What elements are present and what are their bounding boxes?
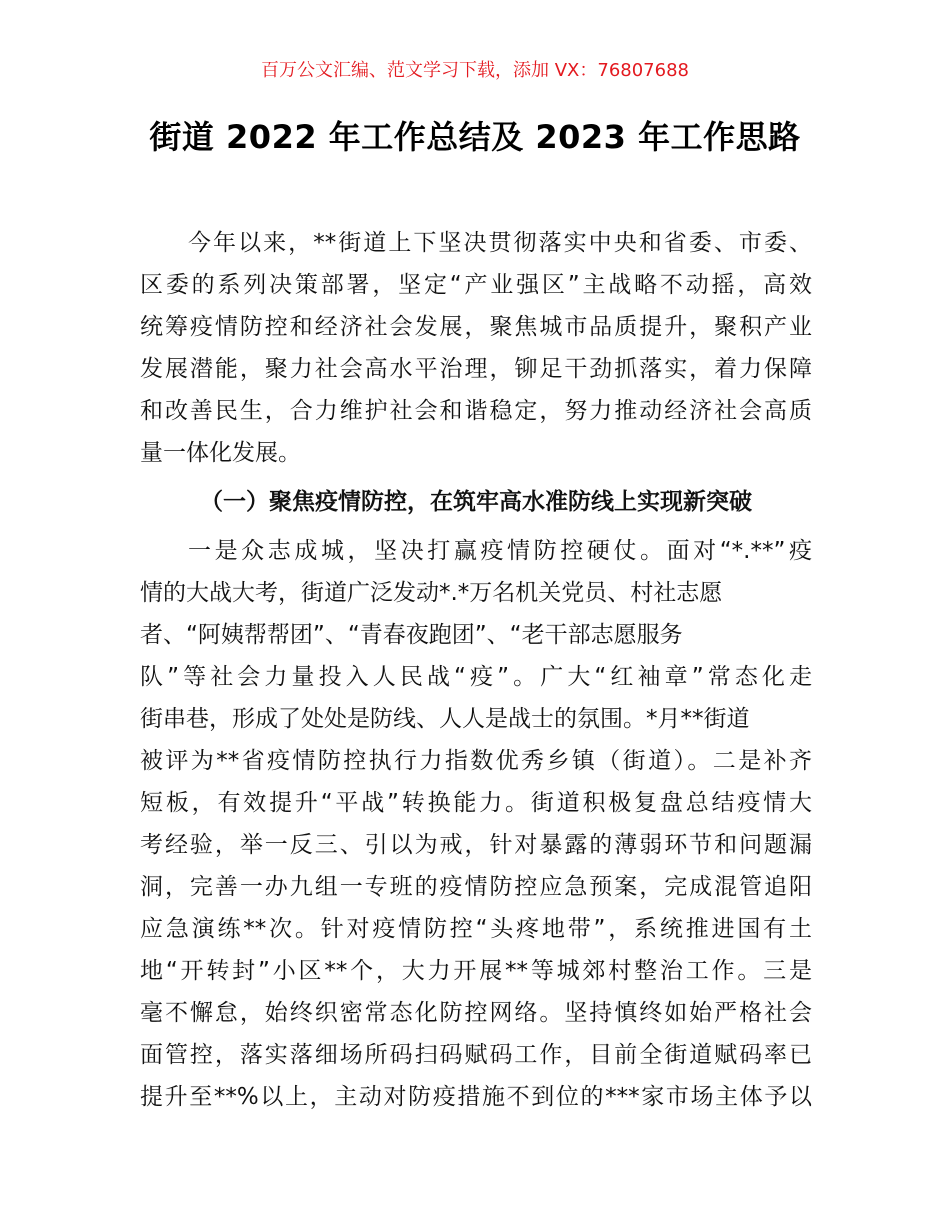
paragraph-line: 提升至**%以上，主动对防疫措施不到位的***家市场主体予以 — [140, 1084, 812, 1110]
paragraph-line: 一是众志成城，坚决打赢疫情防控硬仗。面对“*.**”疫 — [188, 538, 812, 564]
paragraph-line: 毫不懈怠，始终织密常态化防控网络。坚持慎终如始严格社会 — [140, 1000, 812, 1026]
paragraph-line: 发展潜能，聚力社会高水平治理，铆足干劲抓落实，着力保障 — [140, 356, 812, 382]
paragraph-line: 今年以来，**街道上下坚决贯彻落实中央和省委、市委、 — [188, 230, 812, 256]
paragraph-line: 地“开转封”小区**个，大力开展**等城郊村整治工作。三是 — [140, 958, 812, 984]
paragraph-line: 面管控，落实落细场所码扫码赋码工作，目前全街道赋码率已 — [140, 1042, 812, 1068]
document-title: 街道 2022 年工作总结及 2023 年工作思路 — [149, 118, 801, 156]
paragraph-line: 量一体化发展。 — [140, 440, 301, 466]
paragraph-line: 短板，有效提升“平战”转换能力。街道积极复盘总结疫情大 — [140, 790, 812, 816]
paragraph-line: 者、“阿姨帮帮团”、“青春夜跑团”、“老干部志愿服务 — [140, 622, 683, 648]
paragraph-line: 洞，完善一办九组一专班的疫情防控应急预案，完成混管追阳 — [140, 874, 812, 900]
section-heading: （一）聚焦疫情防控，在筑牢高水准防线上实现新突破 — [200, 489, 752, 515]
paragraph-line: 被评为**省疫情防控执行力指数优秀乡镇（街道）。二是补齐 — [140, 748, 812, 774]
paragraph-line: 和改善民生，合力维护社会和谐稳定，努力推动经济社会高质 — [140, 398, 812, 424]
paragraph-line: 情的大战大考，街道广泛发动*.*万名机关党员、村社志愿 — [140, 580, 723, 606]
paragraph-line: 统筹疫情防控和经济社会发展，聚焦城市品质提升，聚积产业 — [140, 314, 812, 340]
paragraph-line: 街串巷，形成了处处是防线、人人是战士的氛围。*月**街道 — [140, 706, 750, 732]
paragraph-line: 考经验，举一反三、引以为戒，针对暴露的薄弱环节和问题漏 — [140, 832, 812, 858]
paragraph-line: 队”等社会力量投入人民战“疫”。广大“红袖章”常态化走 — [140, 664, 812, 690]
watermark-banner: 百万公文汇编、范文学习下载，添加 VX：76807688 — [261, 60, 689, 81]
paragraph-line: 区委的系列决策部署，坚定“产业强区”主战略不动摇，高效 — [140, 272, 812, 298]
paragraph-line: 应急演练**次。针对疫情防控“头疼地带”，系统推进国有土 — [140, 916, 812, 942]
